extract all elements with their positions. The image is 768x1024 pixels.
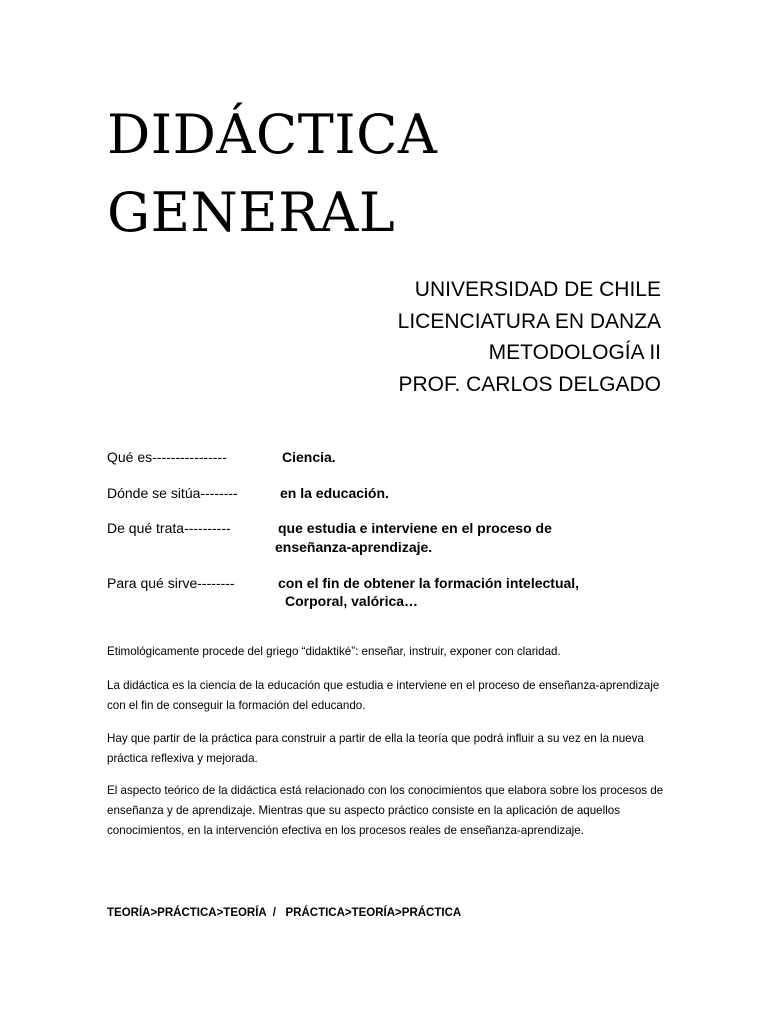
definition-answer: que estudia e interviene en el proceso de xyxy=(278,520,552,536)
paragraph-theory-practice: El aspecto teórico de la didáctica está relacionado con los conocimientos que elabora sobre los procesos de enseñanza y de aprendizaje. Mientras que su aspecto práctico consiste en la aplicación de aquellos conocimientos, en la intervención efectiva en los procesos reales de enseñanza-aprendizaje. xyxy=(107,784,664,837)
definition-answer-continued: enseñanza-aprendizaje. xyxy=(275,539,433,555)
professor-name: PROF. CARLOS DELGADO xyxy=(398,372,661,396)
degree-name: LICENCIATURA EN DANZA xyxy=(397,309,661,333)
definition-answer: Ciencia. xyxy=(282,449,336,465)
theory-practice-cycle: TEORÍA>PRÁCTICA>TEORÍA / PRÁCTICA>TEORÍA>PRÁCTICA xyxy=(107,907,462,919)
definition-answer: con el fin de obtener la formación intelectual, xyxy=(278,575,580,591)
title-line-1: DIDÁCTICA xyxy=(107,103,438,166)
definition-answer: en la educación. xyxy=(280,485,389,501)
definition-question: De qué trata---------- xyxy=(107,520,231,536)
definition-question: Dónde se sitúa-------- xyxy=(107,485,238,501)
title-line-2: GENERAL xyxy=(107,181,396,244)
university-name: UNIVERSIDAD DE CHILE xyxy=(414,278,661,301)
paragraph-practice: Hay que partir de la práctica para construir a partir de ella la teoría que podrá influir a su vez en la nueva práctica reflexiva y mejorada. xyxy=(107,732,644,765)
definition-question: Para qué sirve-------- xyxy=(107,575,235,591)
definition-answer-continued: Corporal, valórica… xyxy=(285,593,419,609)
course-info xyxy=(398,274,661,400)
document-title xyxy=(107,96,437,252)
definition-question: Qué es---------------- xyxy=(107,449,227,465)
paragraph-definition: La didáctica es la ciencia de la educación que estudia e interviene en el proceso de enseñanza-aprendizaje con el fin de conseguir la formación del educando. xyxy=(107,679,660,712)
course-name: METODOLOGÍA II xyxy=(488,341,661,364)
paragraph-etymology: Etimológicamente procede del griego “didaktiké”: enseñar, instruir, exponer con claridad. xyxy=(107,645,561,658)
